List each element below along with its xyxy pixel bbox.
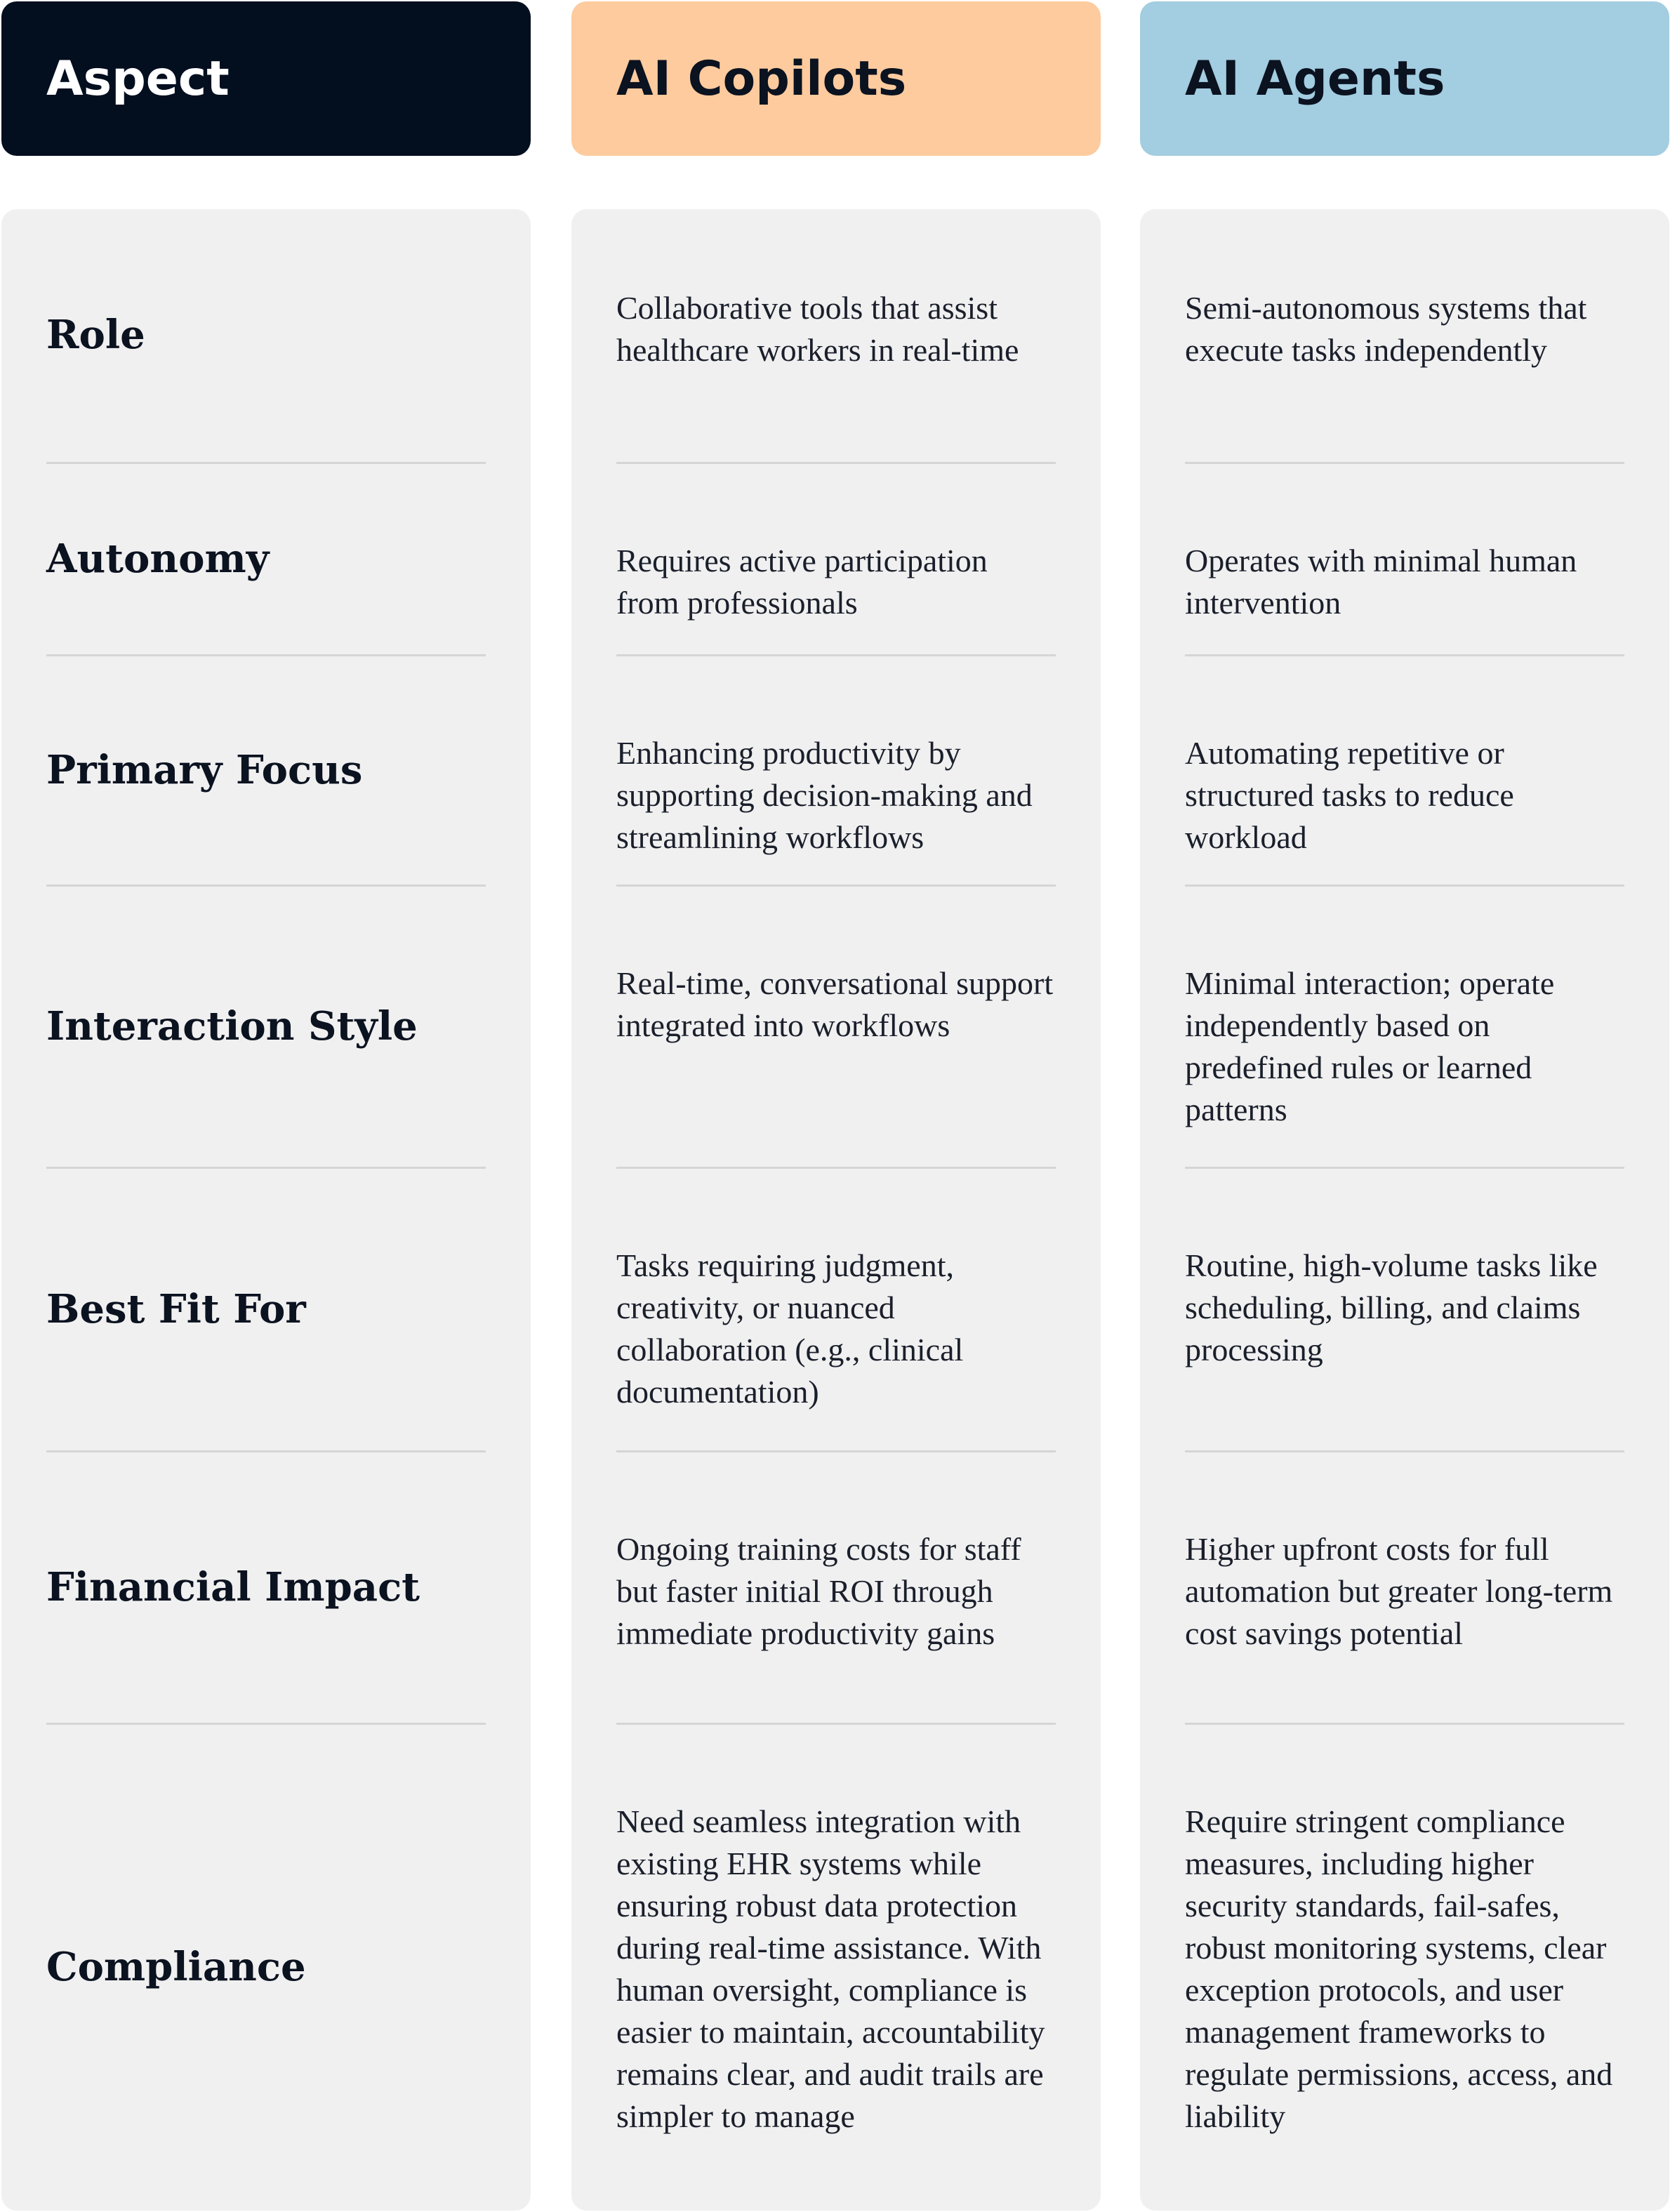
cell-text: Require stringent compliance measures, including higher security standards, fail-safes, robust monitoring systems, clear exception protocols, and user management frameworks to regulate permissions, access, and liability xyxy=(1185,1803,1613,2134)
cell-text: Minimal interaction; operate independently based on predefined rules or learned patterns xyxy=(1185,965,1555,1127)
copilots-column-header: AI Copilots xyxy=(571,1,1101,156)
cell-text: Automating repetitive or structured tasks to reduce workload xyxy=(1185,735,1514,855)
cell-text: Real-time, conversational support integrated into workflows xyxy=(616,965,1054,1043)
cell-text: Tasks requiring judgment, creativity, or nuanced collaboration (e.g., clinical documentation) xyxy=(616,1247,964,1410)
row-best-fit-for-aspect xyxy=(46,1167,486,1450)
cell-text: Requires active participation from professionals xyxy=(616,543,988,621)
row-best-fit-for-agents xyxy=(1185,1167,1624,1450)
cell-text: Higher upfront costs for full automation but greater long-term cost savings potential xyxy=(1185,1531,1613,1651)
aspect-label: Financial Impact xyxy=(46,1563,420,1610)
aspect-label: Best Fit For xyxy=(46,1285,306,1332)
row-financial-impact-copilots xyxy=(616,1450,1056,1723)
row-role-aspect xyxy=(46,209,486,462)
row-financial-impact-aspect xyxy=(46,1450,486,1723)
aspect-column xyxy=(1,209,531,2211)
row-primary-focus-agents xyxy=(1185,654,1624,885)
row-best-fit-for-copilots xyxy=(616,1167,1056,1450)
cell-text: Operates with minimal human intervention xyxy=(1185,543,1577,621)
cell-text: Semi-autonomous systems that execute tasks independently xyxy=(1185,290,1587,368)
cell-text: Enhancing productivity by supporting decision-making and streamlining workflows xyxy=(616,735,1033,855)
row-compliance-aspect xyxy=(46,1723,486,2211)
aspect-label: Compliance xyxy=(46,1944,306,1991)
row-primary-focus-aspect xyxy=(46,654,486,885)
cell-text: Ongoing training costs for staff but faster initial ROI through immediate productivity gains xyxy=(616,1531,1021,1651)
row-interaction-style-aspect xyxy=(46,885,486,1167)
agents-column-header: AI Agents xyxy=(1140,1,1669,156)
row-compliance-copilots xyxy=(616,1723,1056,2211)
row-interaction-style-copilots xyxy=(616,885,1056,1167)
copilots-column xyxy=(571,209,1101,2211)
aspect-column-header: Aspect xyxy=(1,1,531,156)
row-interaction-style-agents xyxy=(1185,885,1624,1167)
row-role-copilots xyxy=(616,209,1056,462)
agents-column xyxy=(1140,209,1669,2211)
aspect-label: Role xyxy=(46,312,145,359)
aspect-label: Autonomy xyxy=(46,535,270,582)
aspect-label: Primary Focus xyxy=(46,746,363,793)
aspect-label: Interaction Style xyxy=(46,1002,418,1049)
row-autonomy-agents xyxy=(1185,462,1624,654)
cell-text: Collaborative tools that assist healthcare workers in real-time xyxy=(616,290,1019,368)
row-role-agents xyxy=(1185,209,1624,462)
cell-text: Routine, high-volume tasks like scheduling, billing, and claims processing xyxy=(1185,1247,1598,1367)
row-financial-impact-agents xyxy=(1185,1450,1624,1723)
cell-text: Need seamless integration with existing EHR systems while ensuring robust data protection during real-time assistance. With human oversight, compliance is easier to maintain, accountability remains clear, and audit trails are simpler to manage xyxy=(616,1803,1045,2134)
row-primary-focus-copilots xyxy=(616,654,1056,885)
row-autonomy-copilots xyxy=(616,462,1056,654)
row-compliance-agents xyxy=(1185,1723,1624,2211)
row-autonomy-aspect xyxy=(46,462,486,654)
